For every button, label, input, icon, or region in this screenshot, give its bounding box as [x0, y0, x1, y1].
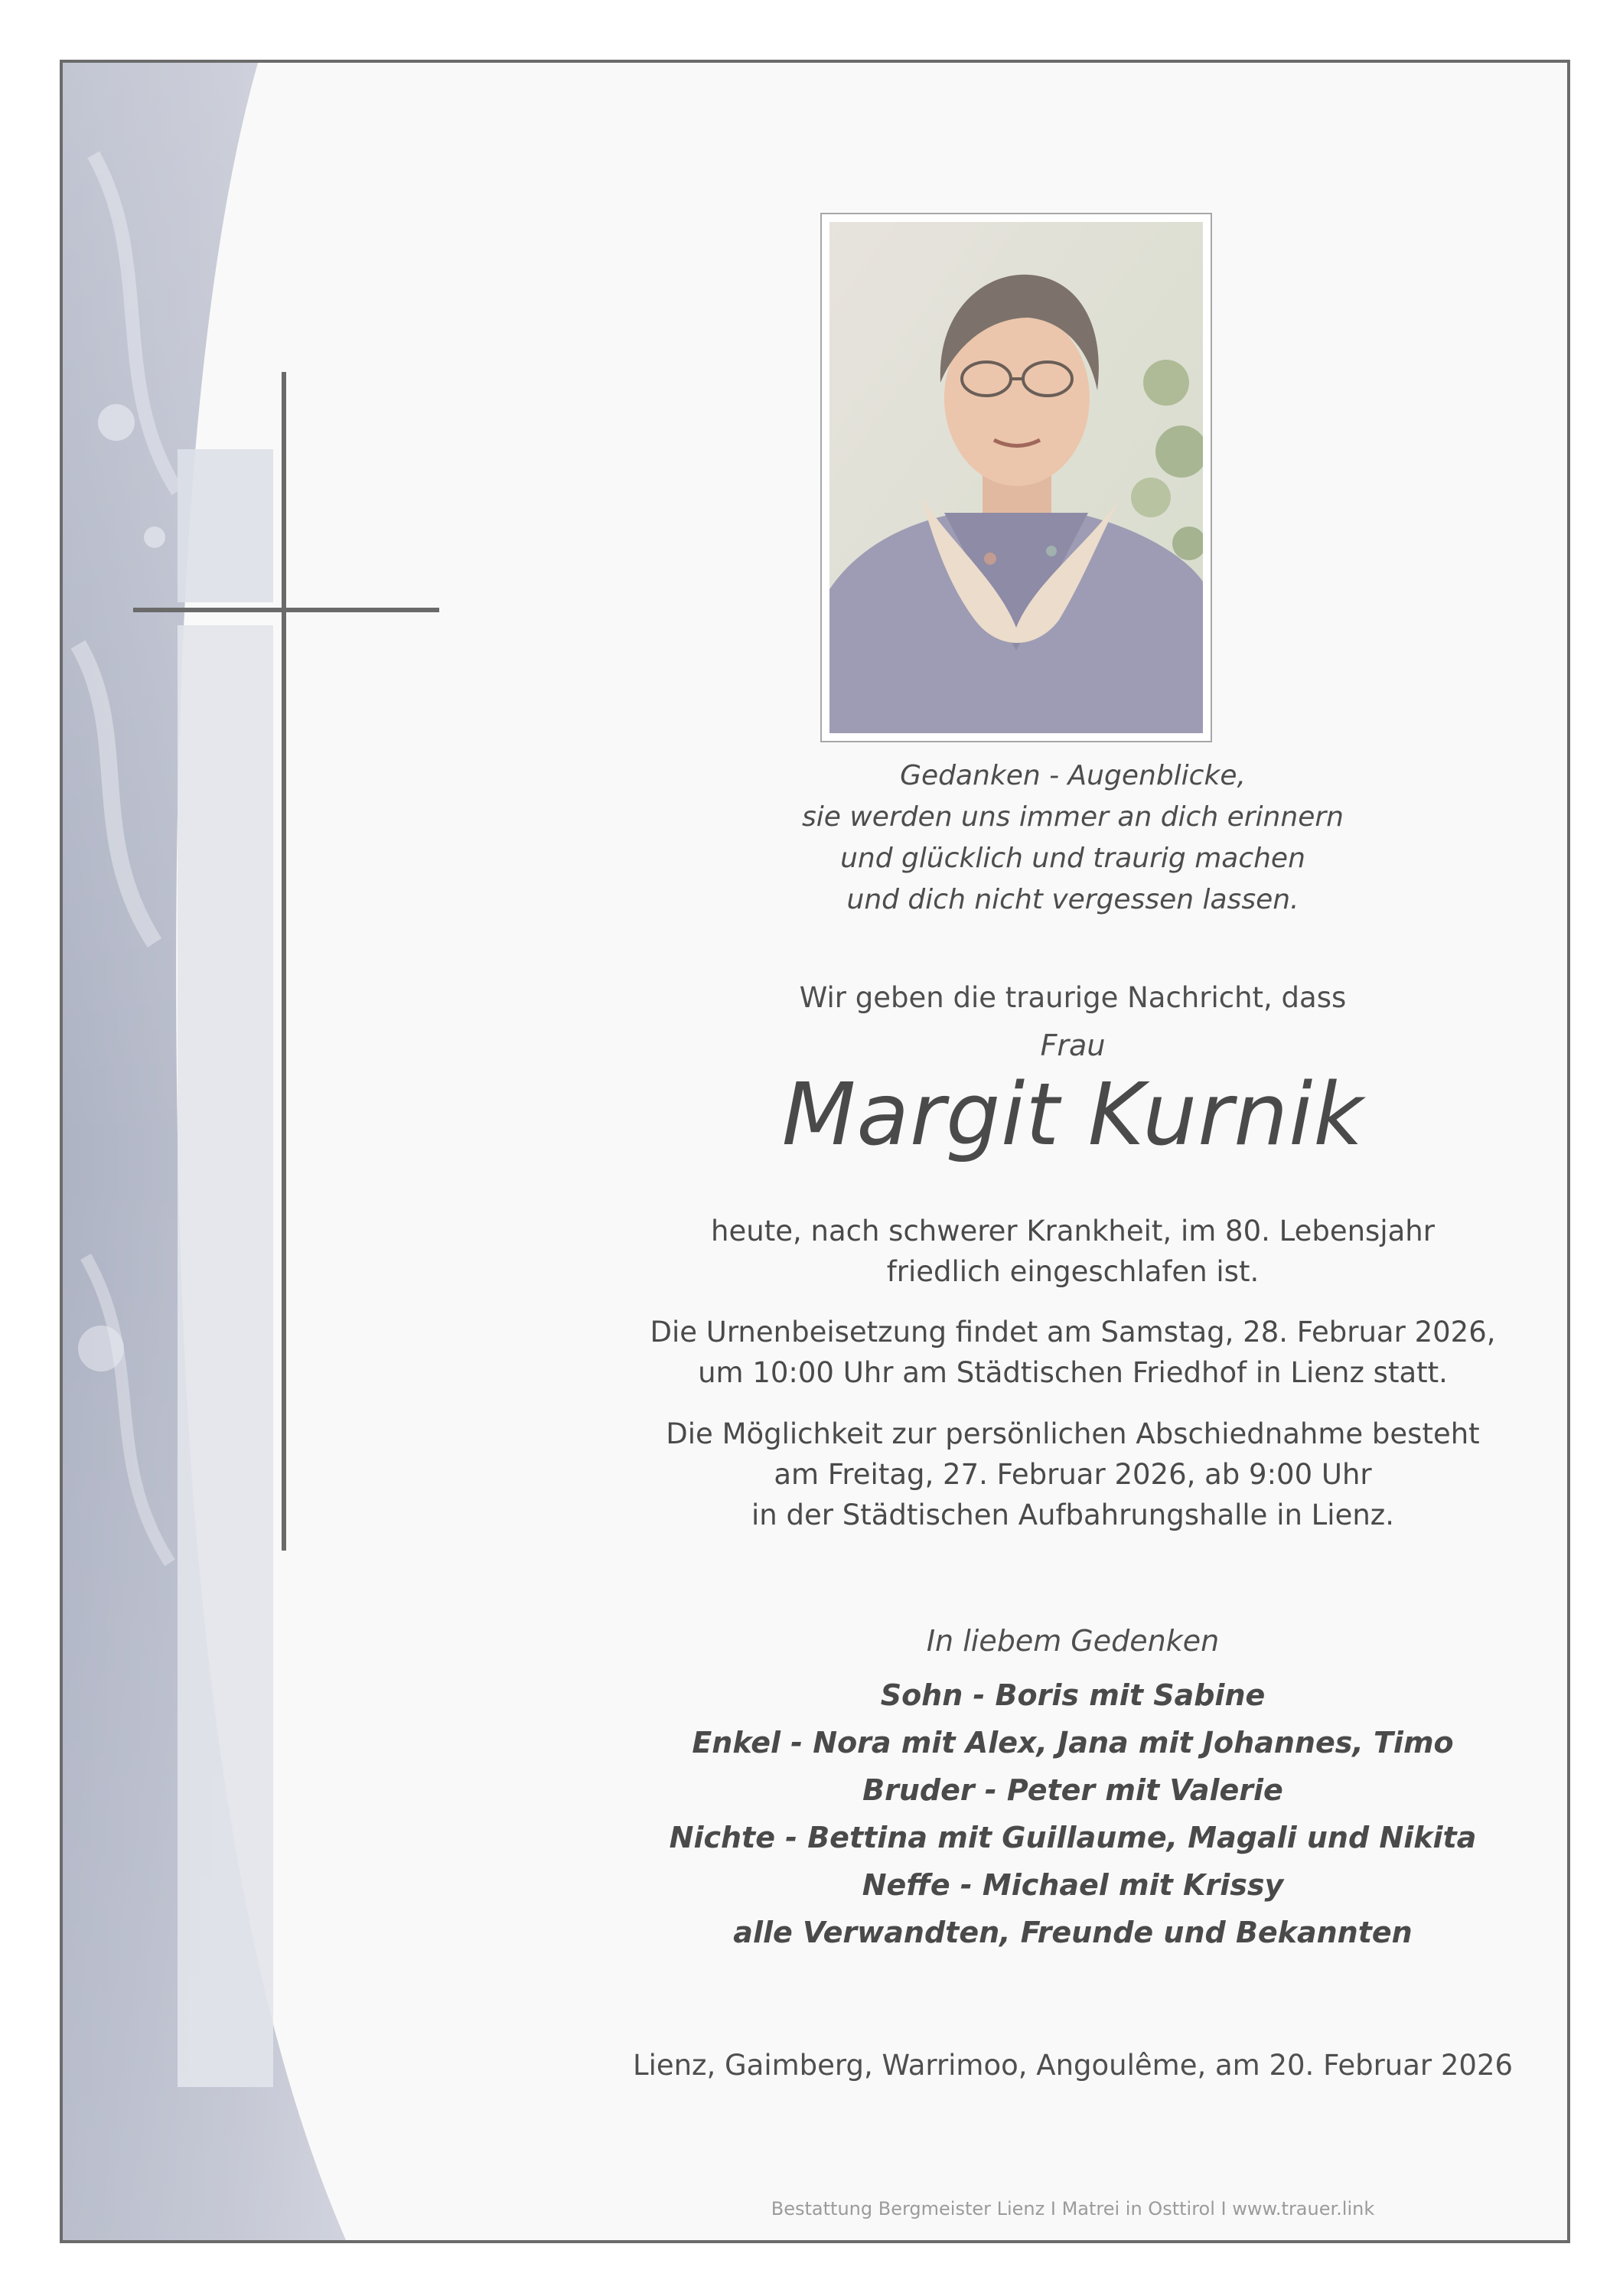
farewell-line: am Freitag, 27. Februar 2026, ab 9:00 Uhr	[774, 1458, 1372, 1491]
decorative-watercolor-band	[63, 63, 461, 2240]
passing-notice	[552, 1211, 1570, 1292]
mourner-line: Neffe - Michael mit Krissy	[862, 1868, 1284, 1902]
cross-horizontal-bar	[133, 608, 439, 612]
farewell-line: Die Möglichkeit zur persönlichen Abschiednahme besteht	[666, 1417, 1480, 1450]
poem	[552, 755, 1570, 921]
mourners-list	[552, 1671, 1570, 1956]
poem-line: und glücklich und traurig machen	[840, 843, 1305, 874]
mourner-line: Nichte - Bettina mit Guillaume, Magali und Nikita	[669, 1821, 1477, 1854]
poem-line: sie werden uns immer an dich erinnern	[802, 801, 1344, 833]
deceased-name: Margit Kurnik	[781, 1065, 1364, 1165]
portrait-photo	[829, 222, 1203, 733]
mourner-line: Bruder - Peter mit Valerie	[862, 1773, 1283, 1807]
passing-line: heute, nach schwerer Krankheit, im 80. Lebensjahr	[711, 1215, 1435, 1247]
funeral-home-footer: Bestattung Bergmeister Lienz I Matrei in Osttirol I www.trauer.link	[771, 2198, 1375, 2219]
cross-vertical-bar	[282, 372, 286, 1551]
poem-line: und dich nicht vergessen lassen.	[846, 884, 1299, 915]
announcement-intro: Wir geben die traurige Nachricht, dass	[799, 981, 1347, 1014]
burial-notice	[552, 1312, 1570, 1393]
honorific: Frau	[1040, 1029, 1106, 1062]
burial-line: um 10:00 Uhr am Städtischen Friedhof in Lienz statt.	[698, 1356, 1448, 1389]
farewell-line: in der Städtischen Aufbahrungshalle in Lienz.	[751, 1499, 1394, 1531]
memory-heading: In liebem Gedenken	[926, 1624, 1220, 1658]
poem-line: Gedanken - Augenblicke,	[900, 760, 1246, 791]
portrait-frame	[820, 213, 1212, 742]
mourner-line: Enkel - Nora mit Alex, Jana mit Johannes, Timo	[692, 1726, 1454, 1760]
passing-line: friedlich eingeschlafen ist.	[886, 1255, 1260, 1288]
mourner-line: Sohn - Boris mit Sabine	[880, 1678, 1266, 1712]
place-and-date: Lienz, Gaimberg, Warrimoo, Angoulême, am 20. Februar 2026	[632, 2049, 1514, 2082]
farewell-notice	[552, 1414, 1570, 1535]
obituary-card	[60, 60, 1570, 2243]
burial-line: Die Urnenbeisetzung findet am Samstag, 28. Februar 2026,	[650, 1316, 1496, 1349]
mourner-line: alle Verwandten, Freunde und Bekannten	[733, 1916, 1413, 1949]
